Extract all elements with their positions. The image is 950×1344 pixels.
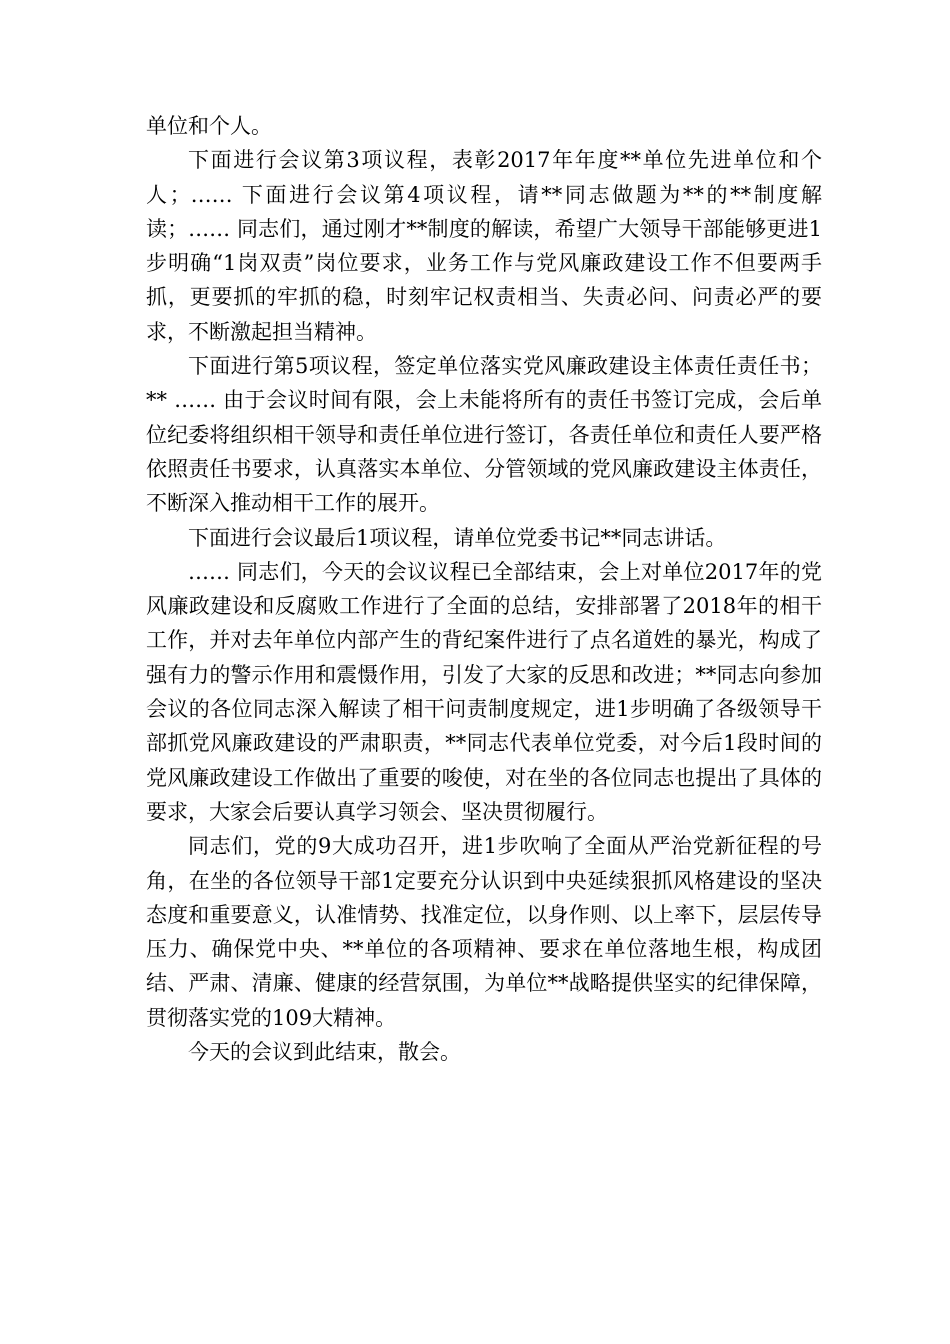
paragraph-agenda-3-4: 下面进行会议第3项议程，表彰2017年年度**单位先进单位和个人；…… 下面进行会议第4项议程，请**同志做题为**的**制度解读；…… 同志们，通过刚才**制度的解读，希望广大领导干部能够更进1步明确“1岗双责”岗位要求，业务工作与党风廉政建设工作不但要两手抓，更要抓的牢抓的稳，时刻牢记权责相当、失责必问、问责必严的要求，不断激起担当精神。 — [146, 148, 822, 344]
document-body — [146, 109, 822, 1069]
paragraph-continuation: 单位和个人。 — [146, 114, 272, 138]
paragraph-final-agenda: 下面进行会议最后1项议程，请单位党委书记**同志讲话。 — [188, 525, 727, 550]
paragraph-adjournment: 今天的会议到此结束，散会。 — [188, 1040, 461, 1065]
paragraph-closing-remarks: 同志们，党的9大成功召开，进1步吹响了全面从严治党新征程的号角，在坐的各位领导干部1定要充分认识到中央延续狠抓风格建设的坚决态度和重要意义，认准情势、找准定位，以身作则、以上率下，层层传导压力、确保党中央、**单位的各项精神、要求在单位落地生根，构成团结、严肃、清廉、健康的经营氛围，为单位**战略提供坚实的纪律保障，贯彻落实党的109大精神。 — [146, 834, 822, 1030]
paragraph-agenda-5: 下面进行第5项议程，签定单位落实党风廉政建设主体责任责任书； ** …… 由于会议时间有限，会上未能将所有的责任书签订完成，会后单位纪委将组织相干领导和责任单位进行签订，各责任单位和责任人要严格依照责任书要求，认真落实本单位、分管领域的党风廉政建设主体责任，不断深入推动相干工作的展开。 — [146, 354, 822, 516]
paragraph-meeting-summary: …… 同志们，今天的会议议程已全部结束，会上对单位2017年的党风廉政建设和反腐败工作进行了全面的总结，安排部署了2018年的相干工作，并对去年单位内部产生的背纪案件进行了点名道姓的暴光，构成了强有力的警示作用和震慑作用，引发了大家的反思和改进；**同志向参加会议的各位同志深入解读了相干问责制度规定，进1步明确了各级领导干部抓党风廉政建设的严肃职责，**同志代表单位党委，对今后1段时间的党风廉政建设工作做出了重要的唆使，对在坐的各位同志也提出了具体的要求，大家会后要认真学习领会、坚决贯彻履行。 — [146, 559, 822, 824]
